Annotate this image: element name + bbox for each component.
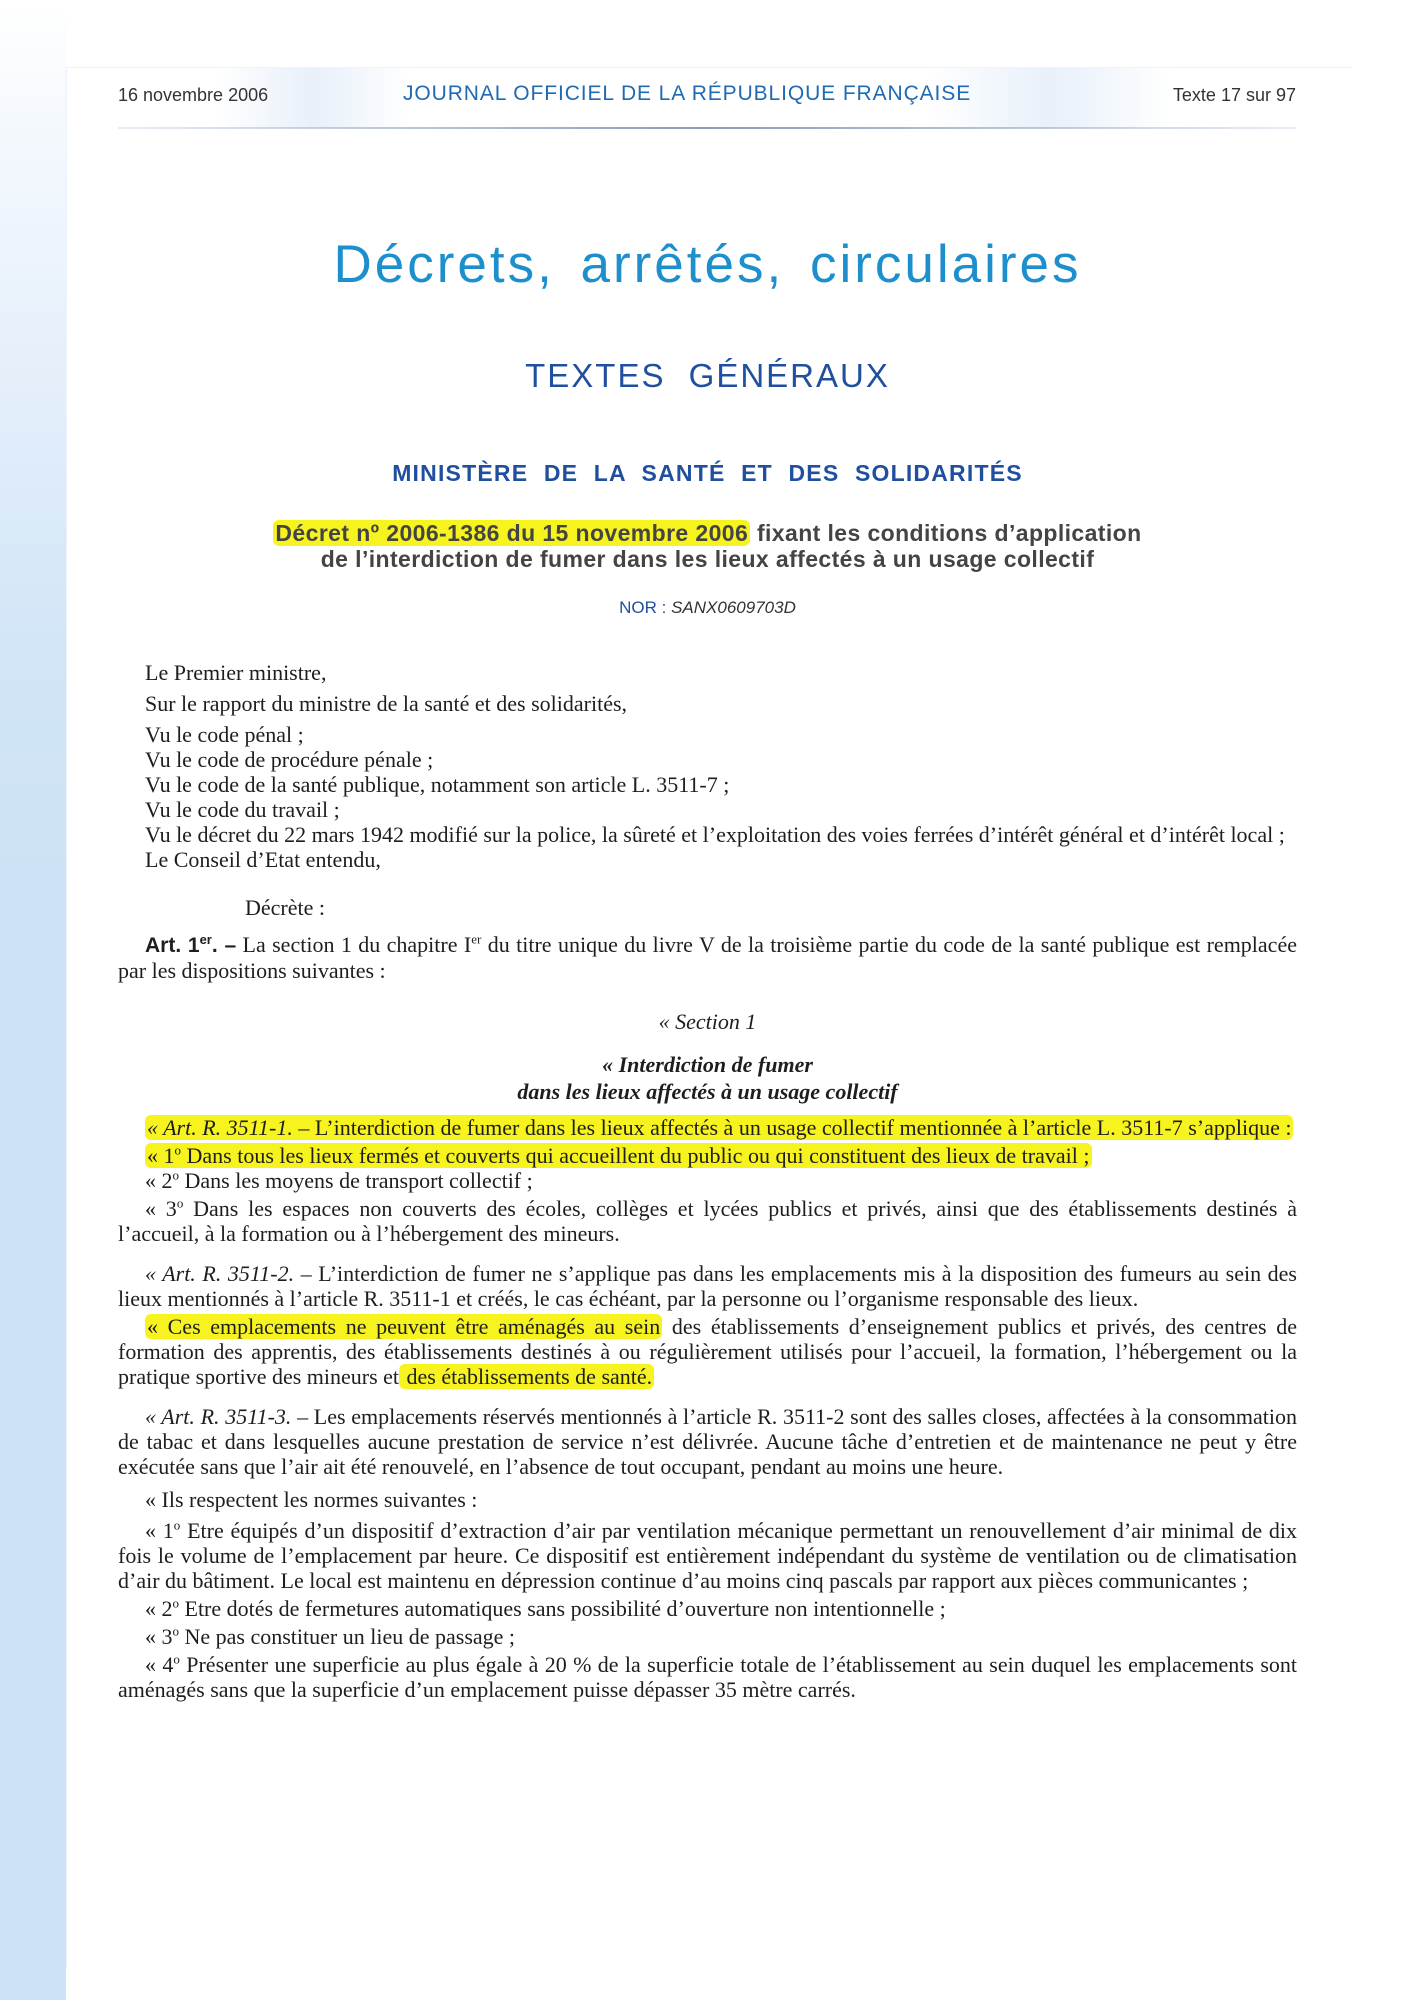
r3511-1-item: « 3$^o$ Dans les espaces non couverts des écoles, collèges et lycées publics et privés, ainsi que des établissements destinés à l’accueil, à la formation ou à l’hébergement des mineurs. [118,1195,1297,1246]
left-margin-stripe [0,0,66,2000]
header-journal-name: JOURNAL OFFICIEL DE LA RÉPUBLIQUE FRANÇAISE [403,82,972,105]
preamble-line: Sur le rapport du ministre de la santé et des solidarités, [145,691,628,716]
norm-item: « 1$^o$ Etre équipés d’un dispositif d’extraction d’air par ventilation mécanique permettant un renouvellement d’air minimal de dix fois le volume de l’emplacement par heure. Ce dispositif est entièrement indépendant du système de ventilation ou de climatisation d’air du bâtiment. Le local est maintenu en dépression continue d’au moins cinq pascals par rapport aux pièces communicantes ; [118,1517,1297,1593]
preamble-line: Vu le code du travail ; [145,797,340,822]
preamble-line: Vu le code de la santé publique, notamment son article L. 3511-7 ; [145,772,730,797]
section-title-line2: dans les lieux affectés à un usage collectif [517,1079,898,1104]
preamble-line: Vu le code de procédure pénale ; [145,747,434,772]
preamble-line: Vu le code pénal ; [145,722,304,747]
ministry-heading: MINISTÈRE DE LA SANTÉ ET DES SOLIDARITÉS [392,460,1023,486]
nor-reference [0,598,1415,618]
article-1: Art. 1er. – La section 1 du chapitre Ier du titre unique du livre V de la troisième partie du code de la santé publique est remplacée par les dispositions suivantes : [118,931,1297,983]
norm-item: « 3$^o$ Ne pas constituer un lieu de passage ; [145,1623,516,1649]
section-title-line1: « Interdiction de fumer [602,1052,813,1077]
decree-body [118,660,1297,1702]
decree-reference-highlight: Décret nº 2006-1386 du 15 novembre 2006 [275,520,749,546]
norms-intro: « Ils respectent les normes suivantes : [145,1487,478,1512]
preamble-line: Le Conseil d’Etat entendu, [145,847,381,872]
r3511-1-item-highlight: « 1$^o$ Dans tous les lieux fermés et couverts qui accueillent du public ou qui constituent des lieux de travail ; [147,1142,1090,1168]
preamble-line: Le Premier ministre, [145,660,327,685]
article-r3511-2-para2: « Ces emplacements ne peuvent être aménagés au sein des établissements d’enseignement publics et privés, des centres de formation des apprentis, des établissements destinés à ou régulièrement utilisés pour l’accueil, la formation, l’hébergement ou la pratique sportive des mineurs et des établissements de santé. [118,1314,1297,1389]
article-r3511-2: « Art. R. 3511-2. – L’interdiction de fumer ne s’applique pas dans les emplacements mis à la disposition des fumeurs au sein des lieux mentionnés à l’article R. 3511-1 et créés, le cas échéant, par la personne ou l’organisme responsable des lieux. [118,1261,1297,1311]
article-r3511-1-highlight: « Art. R. 3511-1. – L’interdiction de fumer dans les lieux affectés à un usage collectif mentionnée à l’article L. 3511-7 s’applique : [147,1115,1292,1140]
nor-label: NOR : [619,598,667,617]
norm-item: « 2$^o$ Etre dotés de fermetures automatiques sans possibilité d’ouverture non intentionnelle ; [145,1595,946,1621]
decree-title-line2: de l’interdiction de fumer dans les lieux affectés à un usage collectif [320,546,1095,572]
article-r3511-3: « Art. R. 3511-3. – Les emplacements réservés mentionnés à l’article R. 3511-2 sont des salles closes, affectées à la consommation de tabac et dans lesquelles aucune prestation de service n’est délivrée. Aucune tâche d’entretien et de maintenance ne peut y être exécutée sans que l’air ait été renouvelé, en l’absence de tout occupant, pendant au moins une heure. [118,1404,1297,1479]
r3511-1-item: « 2$^o$ Dans les moyens de transport collectif ; [145,1167,533,1193]
header-date: 16 novembre 2006 [118,85,269,105]
r3511-2-highlight-end: des établissements de santé. [401,1364,653,1389]
article-r3511-1 [118,1115,1297,1140]
section-title: Décrets, arrêtés, circulaires [333,235,1082,294]
decrete-line: Décrète : [245,895,325,920]
nor-value: SANX0609703D [671,598,796,617]
section-heading: « Section 1 [658,1009,757,1034]
decree-title [0,520,1415,572]
section-subtitle: TEXTES GÉNÉRAUX [525,357,890,394]
decree-title-line1: fixant les conditions d’application [750,520,1142,546]
preamble-line: Vu le décret du 22 mars 1942 modifié sur la police, la sûreté et l’exploitation des voies ferrées d’intérêt général et d’intérêt local ; [145,822,1285,847]
r3511-1-item [118,1143,1297,1168]
header-rule [118,127,1296,129]
header-page-info: Texte 17 sur 97 [1172,85,1296,105]
r3511-2-highlight-start: « Ces emplacements ne peuvent être aménagés au sein [147,1314,661,1339]
article-1-label: Art. 1er. – [145,932,237,957]
norm-item: « 4$^o$ Présenter une superficie au plus égale à 20 % de la superficie totale de l’établissement au sein duquel les emplacements sont aménagés sans que la superficie d’un emplacement puisse dépasser 35 mètre carrés. [118,1651,1297,1702]
